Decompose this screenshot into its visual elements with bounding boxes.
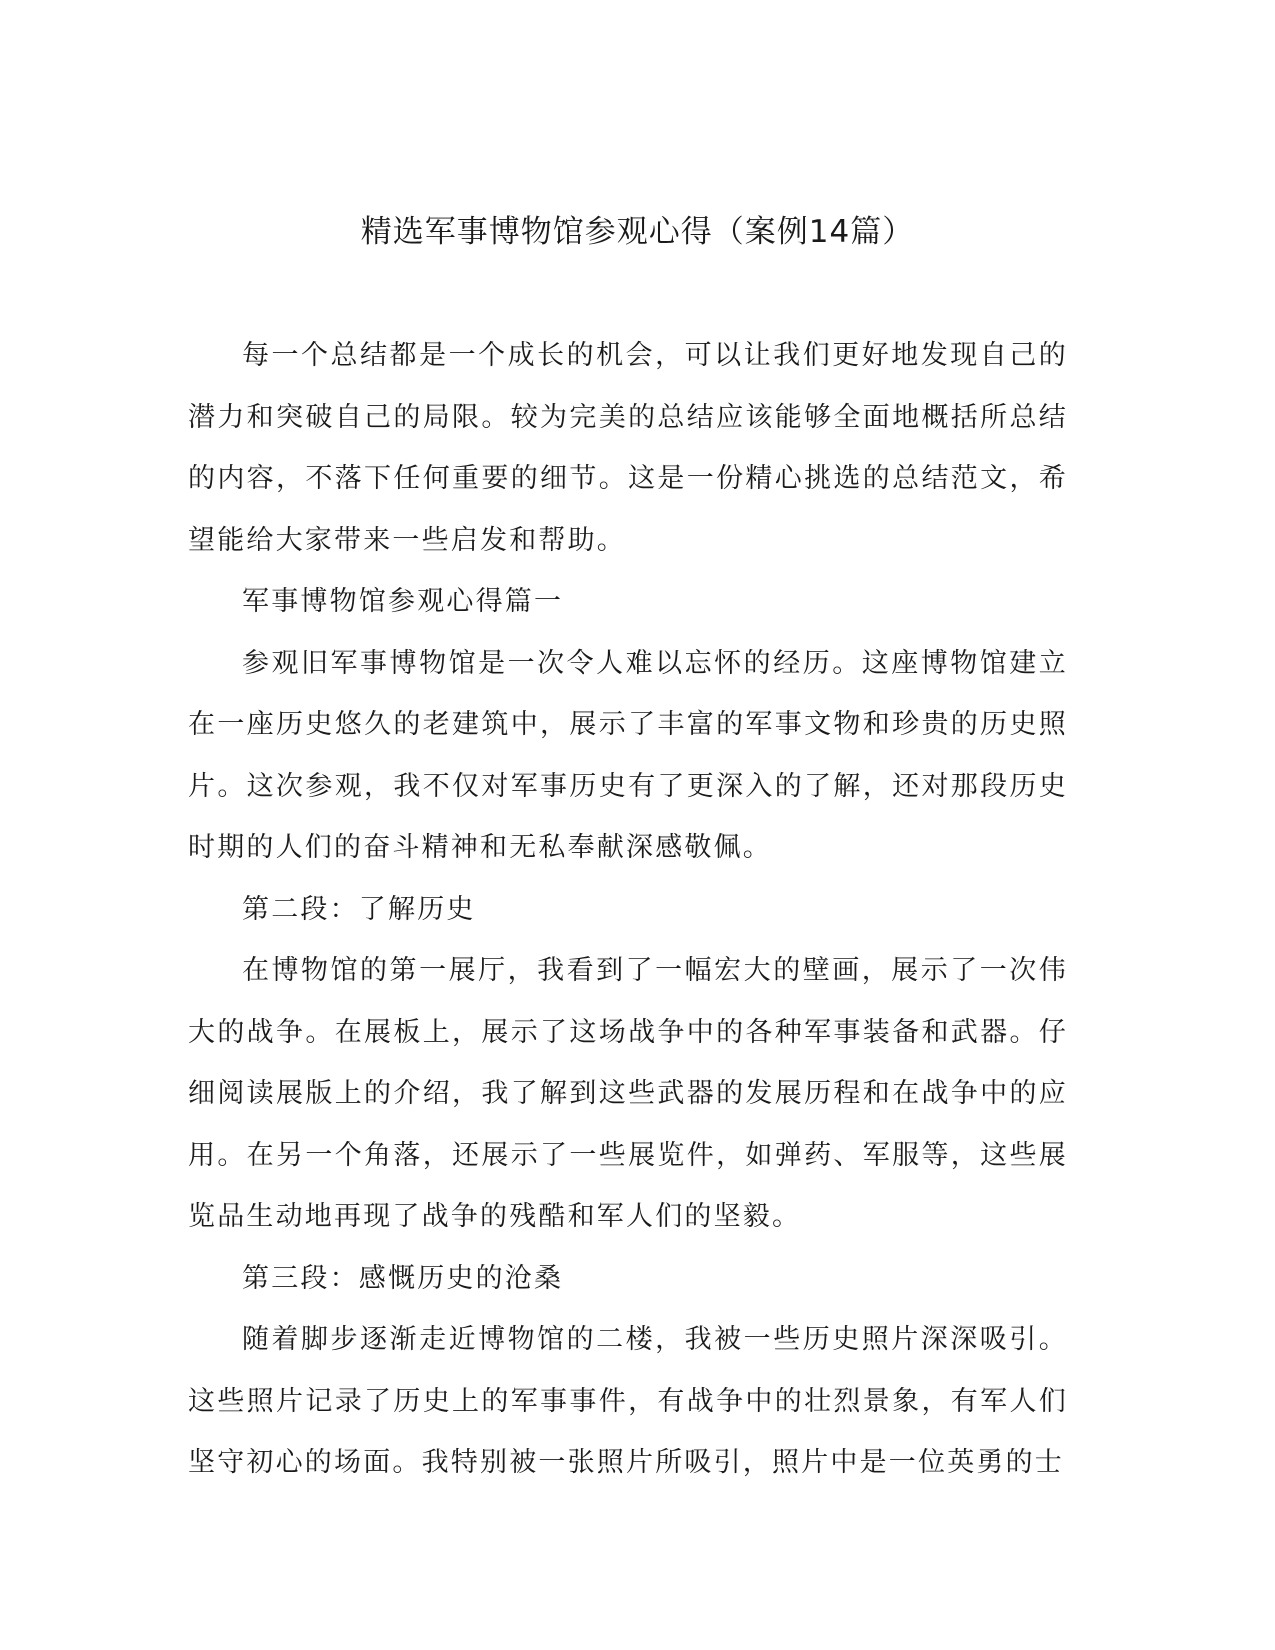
paragraph-historical-reflection: 随着脚步逐渐走近博物馆的二楼，我被一些历史照片深深吸引。这些照片记录了历史上的军事事件，有战争中的壮烈景象，有军人们坚守初心的场面。我特别被一张照片所吸引，照片中是一位英勇的士 <box>188 1324 1068 1478</box>
paragraph-understanding-history: 在博物馆的第一展厅，我看到了一幅宏大的壁画，展示了一次伟大的战争。在展板上，展示了这场战争中的各种军事装备和武器。仔细阅读展版上的介绍，我了解到这些武器的发展历程和在战争中的应用。在另一个角落，还展示了一些展览件，如弹药、军服等，这些展览品生动地再现了战争的残酷和军人们的坚毅。 <box>188 955 1068 1232</box>
document-body <box>188 325 1068 1494</box>
paragraph-visit-overview: 参观旧军事博物馆是一次令人难以忘怀的经历。这座博物馆建立在一座历史悠久的老建筑中，展示了丰富的军事文物和珍贵的历史照片。这次参观，我不仅对军事历史有了更深入的了解，还对那段历史时期的人们的奋斗精神和无私奉献深感敬佩。 <box>188 647 1068 863</box>
document-title: 精选军事博物馆参观心得（案例14篇） <box>360 214 915 250</box>
intro-paragraph: 每一个总结都是一个成长的机会，可以让我们更好地发现自己的潜力和突破自己的局限。较为完美的总结应该能够全面地概括所总结的内容，不落下任何重要的细节。这是一份精心挑选的总结范文，希望能给大家带来一些启发和帮助。 <box>188 340 1068 556</box>
section-heading-part-one: 军事博物馆参观心得篇一 <box>242 586 564 617</box>
section-heading-part-two: 第二段：了解历史 <box>242 893 476 925</box>
section-heading-part-three: 第三段：感慨历史的沧桑 <box>242 1262 564 1294</box>
